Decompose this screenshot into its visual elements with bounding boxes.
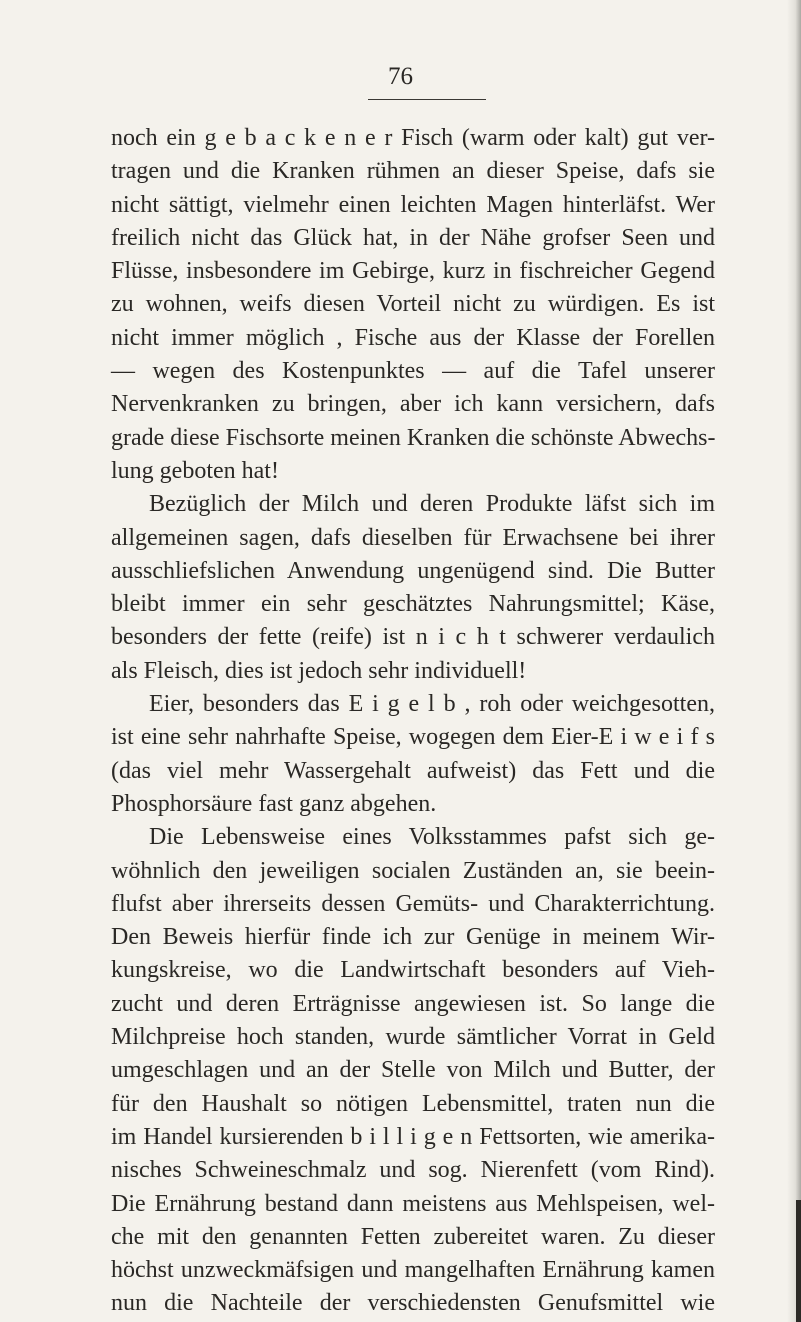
text-line: ist eine sehr nahrhafte Speise, wogegen dem Eier-E i w e i f s	[111, 724, 715, 751]
text-line: Die Ernährung bestand dann meistens aus Mehlspeisen, wel-	[111, 1190, 715, 1217]
text-line: flufst aber ihrerseits dessen Gemüts- und Charakterrichtung.	[111, 890, 715, 917]
text-line: wöhnlich den jeweiligen socialen Zuständen an, sie beein-	[111, 857, 715, 884]
text-line: Flüsse, insbesondere im Gebirge, kurz in fischreicher Gegend	[111, 258, 715, 285]
text-line: lung geboten hat!	[111, 457, 279, 484]
page-number: 76	[388, 63, 413, 90]
text-line: nicht immer möglich , Fische aus der Klasse der Forellen	[111, 324, 715, 351]
text-line: nicht sättigt, vielmehr einen leichten Magen hinterläfst. Wer	[111, 191, 715, 218]
text-line: noch ein g e b a c k e n e r Fisch (warm oder kalt) gut ver-	[111, 125, 715, 151]
text-line: freilich nicht das Glück hat, in der Nähe grofser Seen und	[111, 224, 715, 251]
text-line: che mit den genannten Fetten zubereitet waren. Zu dieser	[111, 1223, 715, 1250]
text-line: Eier, besonders das E i g e l b , roh oder weichgesotten,	[149, 691, 715, 718]
text-line: Die Lebensweise eines Volksstammes pafst sich ge-	[149, 824, 715, 851]
text-line: Phosphorsäure fast ganz abgehen.	[111, 790, 437, 817]
text-line: Den Beweis hierfür finde ich zur Genüge in meinem Wir-	[111, 924, 715, 951]
text-line: — wegen des Kostenpunktes — auf die Tafel unserer	[111, 358, 715, 385]
text-line: umgeschlagen und an der Stelle von Milch und Butter, der	[111, 1057, 715, 1084]
text-line: für den Haushalt so nötigen Lebensmittel, traten nun die	[111, 1090, 715, 1117]
text-line: zu wohnen, weifs diesen Vorteil nicht zu würdigen. Es ist	[111, 291, 715, 318]
text-line: im Handel kursierenden b i l l i g e n Fettsorten, wie amerika-	[111, 1123, 715, 1150]
text-line: Nervenkranken zu bringen, aber ich kann versichern, dafs	[111, 391, 715, 418]
text-line: als Fleisch, dies ist jedoch sehr individuell!	[111, 657, 527, 684]
text-line: bleibt immer ein sehr geschätztes Nahrungsmittel; Käse,	[111, 591, 715, 618]
page-edge-shadow	[787, 0, 801, 1322]
header-rule	[368, 99, 486, 100]
text-line: ausschliefslichen Anwendung ungenügend sind. Die Butter	[111, 557, 715, 584]
text-line: allgemeinen sagen, dafs dieselben für Erwachsene bei ihrer	[111, 524, 715, 551]
page-edge-mark	[796, 1200, 801, 1322]
text-line: Milchpreise hoch standen, wurde sämtlicher Vorrat in Geld	[111, 1024, 715, 1051]
text-line: tragen und die Kranken rühmen an dieser Speise, dafs sie	[111, 158, 715, 185]
text-line: höchst unzweckmäfsigen und mangelhaften Ernährung kamen	[111, 1257, 715, 1284]
text-line: Bezüglich der Milch und deren Produkte läfst sich im	[149, 491, 715, 518]
text-line: grade diese Fischsorte meinen Kranken die schönste Abwechs-	[111, 424, 716, 451]
text-line: zucht und deren Erträgnisse angewiesen ist. So lange die	[111, 990, 715, 1017]
text-line: nun die Nachteile der verschiedensten Genufsmittel wie	[111, 1290, 715, 1317]
text-line: nisches Schweineschmalz und sog. Nierenfett (vom Rind).	[111, 1157, 715, 1184]
text-line: kungskreise, wo die Landwirtschaft besonders auf Vieh-	[111, 957, 715, 984]
body-text	[111, 122, 715, 1321]
text-line: (das viel mehr Wassergehalt aufweist) das Fett und die	[111, 757, 715, 784]
text-line: besonders der fette (reife) ist n i c h t schwerer verdaulich	[111, 624, 715, 651]
